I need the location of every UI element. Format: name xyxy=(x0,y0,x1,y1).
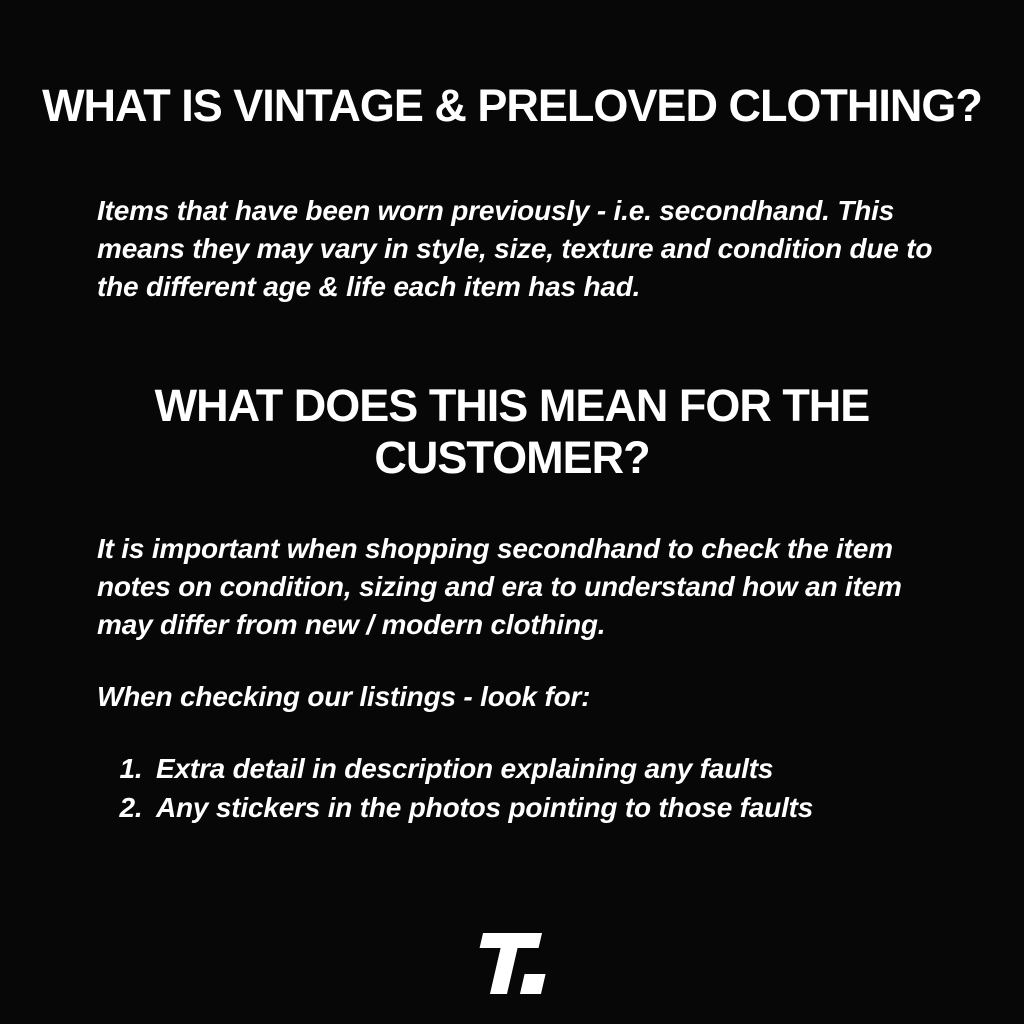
list-item: 2. Any stickers in the photos pointing to those faults xyxy=(150,789,860,827)
customer-paragraph: It is important when shopping secondhand to check the item notes on condition, sizing and era to understand how an item may differ from new / modern clothing. xyxy=(97,533,902,640)
fault-checklist xyxy=(0,750,860,828)
customer-heading: WHAT DOES THIS MEAN FOR THE CUSTOMER? xyxy=(154,380,870,483)
logo-t-dot xyxy=(520,974,546,994)
intro-paragraph: Items that have been worn previously - i.e. secondhand. This means they may vary in style, size, texture and condition due to the different age & life each item has had. xyxy=(97,195,933,302)
brand-logo-t xyxy=(469,933,555,994)
main-heading: WHAT IS VINTAGE & PRELOVED CLOTHING? xyxy=(42,80,982,131)
listings-intro: When checking our listings - look for: xyxy=(97,681,591,712)
list-item: 1. Extra detail in description explaining any faults xyxy=(150,750,860,788)
